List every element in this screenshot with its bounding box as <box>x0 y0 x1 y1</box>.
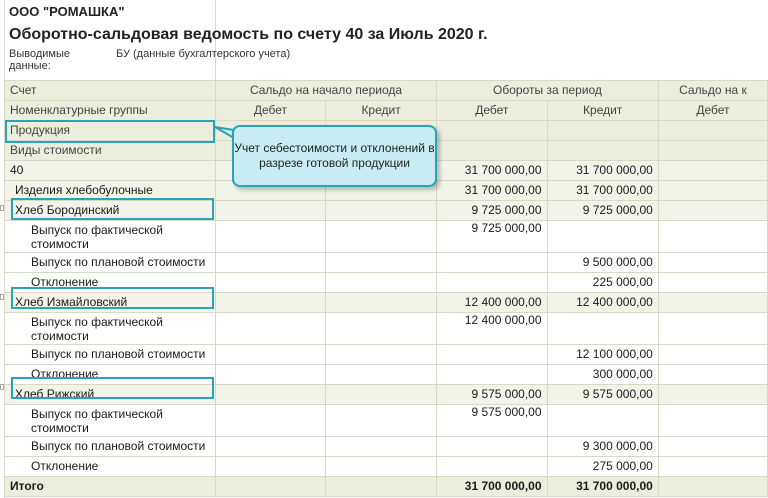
table-row[interactable]: Изделия хлебобулочные 31 700 000,00 31 700 000,00 <box>5 181 768 201</box>
header-turnover: Обороты за период <box>437 81 659 101</box>
table-row[interactable]: Выпуск по плановой стоимости 9 500 000,00 <box>5 253 768 273</box>
expand-marker-icon[interactable] <box>0 384 4 390</box>
organization-name: ООО "РОМАШКА" <box>9 4 125 19</box>
expand-marker-icon[interactable] <box>0 294 4 300</box>
header-row-2 <box>5 101 768 121</box>
header-opening-debit: Дебет <box>215 101 325 121</box>
header-cost-types: Виды стоимости <box>5 141 216 161</box>
callout-note <box>232 125 437 187</box>
header-opening-credit: Кредит <box>325 101 436 121</box>
table-row[interactable]: Выпуск по плановой стоимости 12 100 000,00 <box>5 345 768 365</box>
table-row[interactable]: Выпуск по фактической стоимости 9 725 000,00 <box>5 221 768 253</box>
header-turnover-credit: Кредит <box>547 101 658 121</box>
report-title: Оборотно-сальдовая ведомость по счету 40 за Июль 2020 г. <box>9 26 488 43</box>
table-row[interactable]: Выпуск по фактической стоимости 12 400 000,00 <box>5 313 768 345</box>
table-row[interactable]: Отклонение 275 000,00 <box>5 457 768 477</box>
expand-marker-icon[interactable] <box>0 205 4 211</box>
header-row-1 <box>5 81 768 101</box>
table-row[interactable]: Хлеб Бородинский 9 725 000,00 9 725 000,00 <box>5 201 768 221</box>
table-row[interactable]: Выпуск по фактической стоимости 9 575 000,00 <box>5 405 768 437</box>
table-row[interactable]: Хлеб Рижский 9 575 000,00 9 575 000,00 <box>5 385 768 405</box>
header-nomenclature-groups: Номенклатурные группы <box>5 101 216 121</box>
header-turnover-debit: Дебет <box>437 101 547 121</box>
table-row[interactable]: 40 31 700 000,00 31 700 000,00 <box>5 161 768 181</box>
highlight-product-3 <box>11 377 214 399</box>
header-closing-balance: Сальдо на к <box>658 81 767 101</box>
highlight-product-header <box>5 120 215 143</box>
table-row[interactable]: Отклонение 300 000,00 <box>5 365 768 385</box>
header-closing-debit: Дебет <box>658 101 767 121</box>
table-row[interactable]: Отклонение 225 000,00 <box>5 273 768 293</box>
total-row: Итого 31 700 000,00 31 700 000,00 <box>5 477 768 497</box>
highlight-product-1 <box>11 198 214 220</box>
header-account: Счет <box>5 81 216 101</box>
highlight-product-2 <box>11 287 214 309</box>
output-data-label: Выводимые данные: <box>9 48 70 72</box>
header-opening-balance: Сальдо на начало периода <box>215 81 436 101</box>
header-product: Продукция <box>5 121 216 141</box>
table-row[interactable]: Хлеб Измайловский 12 400 000,00 12 400 000,00 <box>5 293 768 313</box>
table-row[interactable]: Выпуск по плановой стоимости 9 300 000,00 <box>5 437 768 457</box>
callout-text: Учет себестоимости и отклонений в разрезе готовой продукции <box>234 141 435 170</box>
output-data-value: БУ (данные бухгалтерского учета) <box>116 48 291 60</box>
